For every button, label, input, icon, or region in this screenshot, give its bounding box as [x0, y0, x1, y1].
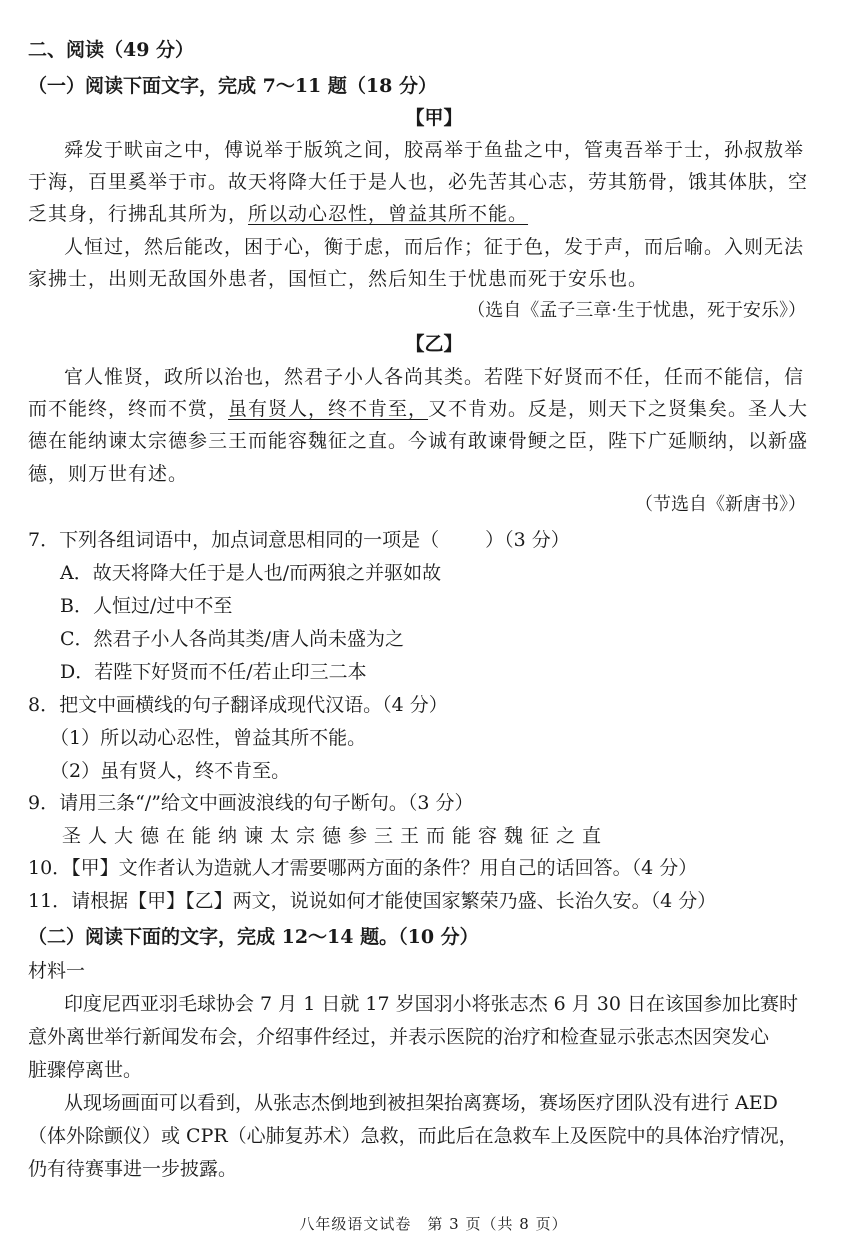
- material-label: 材料一: [28, 960, 86, 982]
- question-7: [28, 528, 840, 552]
- question-9-sentence: 圣人大德在能纳谏太宗德参三王而能容魏征之直: [62, 825, 609, 847]
- material-paragraph-line: 从现场画面可以看到，从张志杰倒地到被担架抬离赛场，赛场医疗团队没有进行 AED: [64, 1092, 778, 1114]
- question-11: 11．请根据【甲】【乙】两文，说说如何才能使国家繁荣乃盛、长治久安。（4 分）: [28, 890, 717, 912]
- question-8: 8．把文中画横线的句子翻译成现代汉语。（4 分）: [28, 694, 448, 716]
- passage-text: 乏其身，行拂乱其所为，: [28, 203, 249, 225]
- material-paragraph-line: 脏骤停离世。: [28, 1059, 143, 1081]
- question-points: ）（3 分）: [485, 529, 570, 551]
- passage-jia-line: 舜发于畎亩之中，傅说举于版筑之间，胶鬲举于鱼盐之中，管夷吾举于士，孙叔敖举: [64, 139, 805, 161]
- passage-jia-line: [28, 202, 840, 226]
- page-footer: 八年级语文试卷 第 3 页（共 8 页）: [299, 1215, 568, 1233]
- material-paragraph-line: （体外除颤仪）或 CPR（心肺复苏术）急救，而此后在急救车上及医院中的具体治疗情况，: [28, 1125, 798, 1147]
- passage-jia-line: 于海，百里奚举于市。故天将降大任于是人也，必先苦其心志，劳其筋骨，饿其体肤，空: [28, 171, 809, 193]
- passage-yi-line: 官人惟贤，政所以治也，然君子小人各尚其类。若陛下好贤而不任，任而不能信，信: [64, 366, 805, 388]
- question-8-sub-1: （1）所以动心忍性，曾益其所不能。: [50, 727, 367, 749]
- question-7-option-b: B．人恒过/过中不至: [60, 595, 233, 617]
- material-paragraph-line: 意外离世举行新闻发布会，介绍事件经过，并表示医院的治疗和检查显示张志杰因突发心: [28, 1026, 770, 1048]
- passage-text: 又不肯劝。反是，则天下之贤集矣。圣人大: [428, 398, 809, 420]
- passage-jia-line: 家拂士，出则无敌国外患者，国恒亡，然后知生于忧患而死于安乐也。: [28, 268, 649, 290]
- part1-title: （一）阅读下面文字，完成 7～11 题（18 分）: [28, 75, 437, 97]
- question-10: 10．【甲】文作者认为造就人才需要哪两方面的条件？用自己的话回答。（4 分）: [28, 857, 698, 879]
- passage-yi-line: [28, 397, 840, 421]
- passage-yi-source: （节选自《新唐书》）: [635, 494, 806, 515]
- question-text: 7．下列各组词语中，加点词意思相同的一项是（: [28, 529, 440, 551]
- question-7-option-d: D．若陛下好贤而不任/若止印三二本: [60, 661, 367, 683]
- passage-text: 而不能终，终而不赏，: [28, 398, 229, 420]
- question-8-sub-2: （2）虽有贤人，终不肯至。: [50, 760, 291, 782]
- passage-yi-label: 【乙】: [405, 333, 463, 355]
- part2-title: （二）阅读下面的文字，完成 12～14 题。（10 分）: [28, 926, 479, 948]
- passage-yi-line: 德在能纳谏太宗德参三王而能容魏征之直。今诚有敢谏骨鲠之臣，陛下广延顺纳，以新盛: [28, 430, 809, 452]
- underlined-sentence: 所以动心忍性，曾益其所不能。: [248, 203, 529, 225]
- question-9: 9．请用三条“/”给文中画波浪线的句子断句。（3 分）: [28, 792, 474, 814]
- passage-jia-line: 人恒过，然后能改，困于心，衡于虑，而后作；征于色，发于声，而后喻。入则无法: [64, 236, 805, 258]
- question-7-option-c: C．然君子小人各尚其类/唐人尚未盛为之: [60, 628, 404, 650]
- underlined-sentence: 虽有贤人，终不肯至，: [228, 398, 429, 420]
- passage-jia-label: 【甲】: [405, 107, 463, 129]
- passage-yi-line: 德，则万世有述。: [28, 463, 189, 485]
- question-7-option-a: A．故天将降大任于是人也/而两狼之并驱如故: [60, 562, 442, 584]
- passage-jia-source: （选自《孟子三章·生于忧患，死于安乐》）: [467, 300, 806, 321]
- material-paragraph-line: 仍有待赛事进一步披露。: [28, 1158, 238, 1180]
- section-title: 二、阅读（49 分）: [28, 39, 195, 61]
- material-paragraph-line: 印度尼西亚羽毛球协会 7 月 1 日就 17 岁国羽小将张志杰 6 月 30 日在该国参加比赛时: [64, 993, 799, 1015]
